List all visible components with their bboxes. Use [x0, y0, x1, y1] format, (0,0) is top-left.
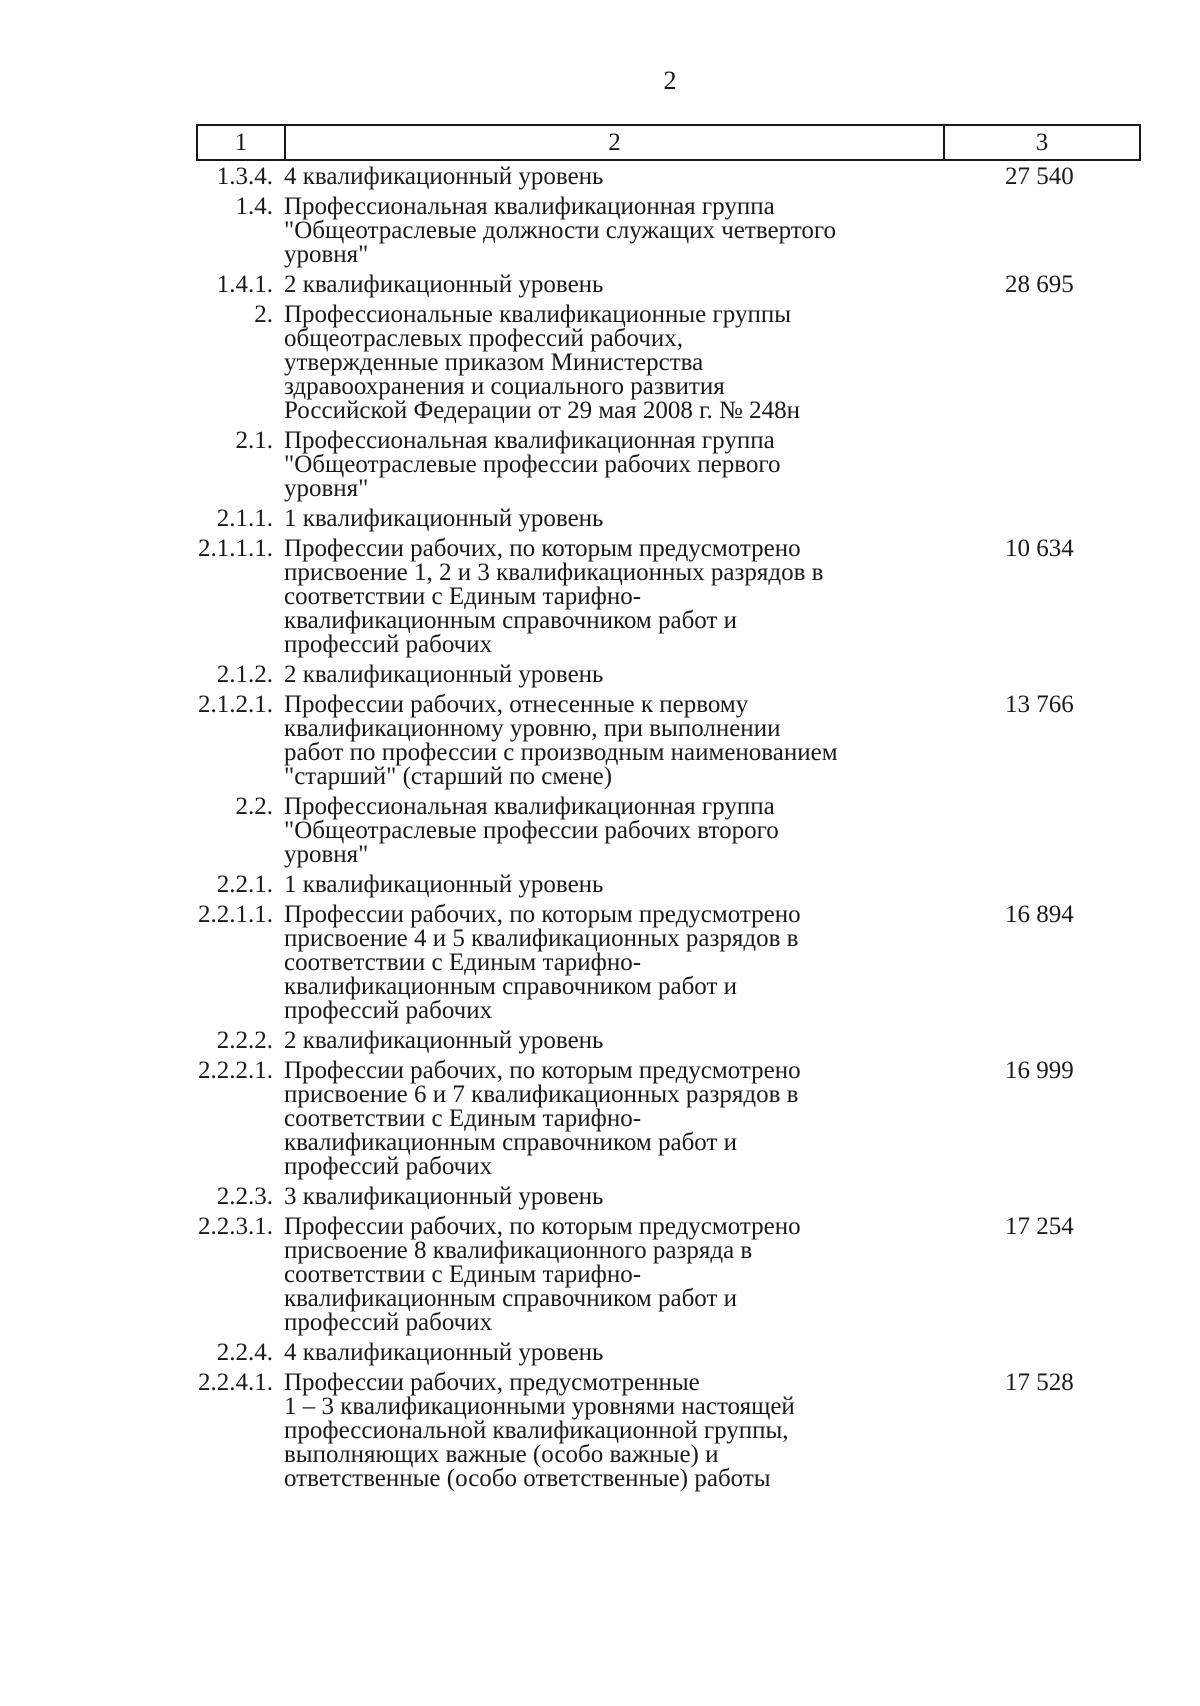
row-description: 1 квалификационный уровень — [284, 871, 604, 898]
table-row — [0, 1215, 1200, 1335]
page-number: 2 — [663, 66, 677, 95]
table-row — [0, 303, 1200, 423]
table-row — [0, 795, 1200, 867]
row-description: Профессии рабочих, отнесенные к первому квалификационному уровню, при выполнении работ по профессии с производным наименованием "старший" (старший по смене) — [284, 691, 838, 790]
table-row — [0, 165, 1200, 189]
row-number: 2.2.2.1. — [198, 1057, 273, 1084]
table-row — [0, 195, 1200, 267]
row-salary-value: 17 528 — [1005, 1369, 1074, 1396]
table-row — [0, 537, 1200, 657]
row-number: 2.2.4.1. — [198, 1369, 273, 1396]
row-description: 3 квалификационный уровень — [284, 1183, 604, 1210]
row-description: 2 квалификационный уровень — [284, 271, 604, 298]
row-description: 1 квалификационный уровень — [284, 505, 604, 532]
row-description: Профессии рабочих, по которым предусмотрено присвоение 4 и 5 квалификационных разрядов в соответствии с Единым тарифно- квалификационным справочником работ и профессий рабочих — [284, 901, 801, 1024]
row-number: 2.2.3.1. — [198, 1213, 273, 1240]
row-number: 2.1.1.1. — [198, 535, 273, 562]
row-salary-value: 16 894 — [1005, 901, 1074, 928]
table-row — [0, 1341, 1200, 1365]
row-salary-value: 16 999 — [1005, 1057, 1074, 1084]
row-description: Профессиональная квалификационная группа "Общеотраслевые должности служащих четвертого уровня" — [284, 193, 836, 268]
table-row — [0, 903, 1200, 1023]
row-number: 1.3.4. — [216, 163, 273, 190]
row-number: 2.1.2. — [216, 661, 273, 688]
row-salary-value: 17 254 — [1005, 1213, 1074, 1240]
row-description: 4 квалификационный уровень — [284, 1339, 604, 1366]
header-cell-3: 3 — [1035, 128, 1049, 156]
table-row — [0, 1029, 1200, 1053]
row-number: 2. — [254, 301, 273, 328]
row-description: 2 квалификационный уровень — [284, 1027, 604, 1054]
row-number: 2.2.3. — [216, 1183, 273, 1210]
row-salary-value: 27 540 — [1005, 163, 1074, 190]
table-row — [0, 873, 1200, 897]
table-row — [0, 507, 1200, 531]
header-cell-2: 2 — [286, 126, 945, 159]
table-row — [0, 429, 1200, 501]
row-salary-value: 28 695 — [1005, 271, 1074, 298]
row-description: Профессиональная квалификационная группа "Общеотраслевые профессии рабочих первого уровня" — [284, 427, 781, 502]
row-number: 2.1. — [235, 427, 273, 454]
row-number: 2.2.1.1. — [198, 901, 273, 928]
row-description: 4 квалификационный уровень — [284, 163, 604, 190]
table-row — [0, 1371, 1200, 1491]
table-header — [196, 124, 1141, 161]
row-number: 2.1.2.1. — [198, 691, 273, 718]
table-row — [0, 663, 1200, 687]
row-description: Профессии рабочих, предусмотренные 1 – 3 квалификационными уровнями настоящей профессиональной квалификационной группы, выполняющих важные (особо важные) и ответственные (особо ответственные) работы — [284, 1369, 795, 1492]
row-salary-value: 13 766 — [1005, 691, 1074, 718]
row-number: 1.4. — [235, 193, 273, 220]
table-row — [0, 1059, 1200, 1179]
row-number: 2.2.4. — [216, 1339, 273, 1366]
row-salary-value: 10 634 — [1005, 535, 1074, 562]
row-description: Профессии рабочих, по которым предусмотрено присвоение 1, 2 и 3 квалификационных разрядов в соответствии с Единым тарифно- квалификационным справочником работ и профессий рабочих — [284, 535, 824, 658]
row-description: 2 квалификационный уровень — [284, 661, 604, 688]
row-number: 2.2. — [235, 793, 273, 820]
row-number: 1.4.1. — [216, 271, 273, 298]
table-row — [0, 693, 1200, 789]
row-description: Профессии рабочих, по которым предусмотрено присвоение 6 и 7 квалификационных разрядов в соответствии с Единым тарифно- квалификационным справочником работ и профессий рабочих — [284, 1057, 801, 1180]
row-number: 2.1.1. — [216, 505, 273, 532]
table-row — [0, 273, 1200, 297]
row-description: Профессиональные квалификационные группы общеотраслевых профессий рабочих, утвержденные приказом Министерства здравоохранения и социального развития Российской Федерации от 29 мая 2008 г. № 248н — [284, 301, 801, 424]
header-cell-1: 1 — [198, 126, 286, 159]
row-number: 2.2.1. — [216, 871, 273, 898]
row-description: Профессиональная квалификационная группа "Общеотраслевые профессии рабочих второго уровня" — [284, 793, 779, 868]
table-row — [0, 1185, 1200, 1209]
table-body — [0, 165, 1200, 1497]
row-description: Профессии рабочих, по которым предусмотрено присвоение 8 квалификационного разряда в соответствии с Единым тарифно- квалификационным справочником работ и профессий рабочих — [284, 1213, 801, 1336]
row-number: 2.2.2. — [216, 1027, 273, 1054]
